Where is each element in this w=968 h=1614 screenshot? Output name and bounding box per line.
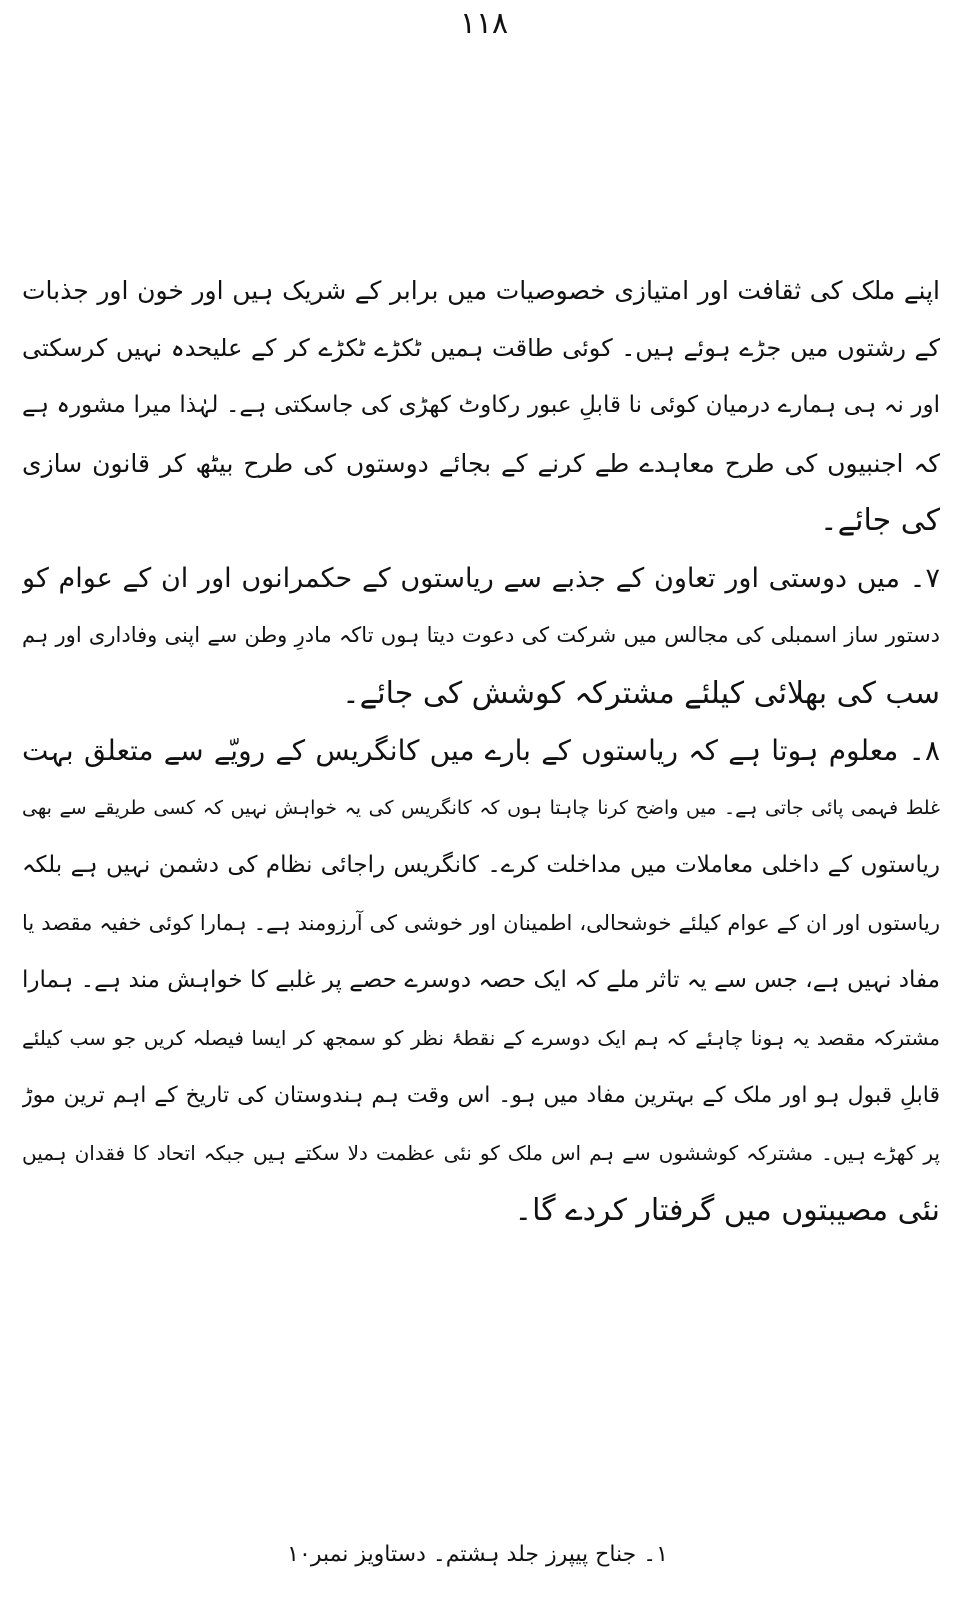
text-line: ۸۔ معلوم ہوتا ہے کہ ریاستوں کے بارے میں کانگریس کے رویّے سے متعلق بہت [22, 734, 940, 767]
text-line: مفاد نہیں ہے، جس سے یہ تاثر ملے کہ ایک حصہ دوسرے حصے پر غلبے کا خواہش مند ہے۔ ہمارا [22, 967, 940, 993]
text-line: کے رشتوں میں جڑے ہوئے ہیں۔ کوئی طاقت ہمیں ٹکڑے ٹکڑے کر کے علیحدہ نہیں کرسکتی [22, 333, 940, 362]
text-line: ریاستوں اور ان کے عوام کیلئے خوشحالی، اطمینان اور خوشی کی آرزومند ہے۔ ہمارا کوئی خفیہ مقصد یا [22, 910, 940, 935]
text-line: سب کی بھلائی کیلئے مشترکہ کوشش کی جائے۔ [342, 675, 940, 711]
text-line: نئی مصیبتوں میں گرفتار کردے گا۔ [514, 1193, 940, 1228]
text-line: اپنے ملک کی ثقافت اور امتیازی خصوصیات میں برابر کے شریک ہیں اور خون اور جذبات [22, 276, 940, 305]
text-line: مشترکہ مقصد یہ ہونا چاہئے کہ ہم ایک دوسرے کے نقطۂ نظر کو سمجھ کر ایسا فیصلہ کریں جو سب کیلئے [22, 1025, 940, 1050]
text-line: پر کھڑے ہیں۔ مشترکہ کوششوں سے ہم اس ملک کو نئی عظمت دلا سکتے ہیں جبکہ اتحاد کا فقدان ہمیں [22, 1140, 940, 1165]
text-line: کہ اجنبیوں کی طرح معاہدے طے کرنے کے بجائے دوستوں کی طرح بیٹھ کر قانون سازی [22, 448, 940, 478]
text-line: دستور ساز اسمبلی کی مجالس میں شرکت کی دعوت دیتا ہوں تاکہ مادرِ وطن سے اپنی وفاداری اور ہم [22, 623, 940, 647]
text-line: غلط فہمی پائی جاتی ہے۔ میں واضح کرنا چاہتا ہوں کہ کانگریس کی یہ خواہش نہیں کہ کسی طریقے سے بھی [22, 796, 940, 819]
text-line: ریاستوں کے داخلی معاملات میں مداخلت کرے۔ کانگریس راجائی نظام کی دشمن نہیں ہے بلکہ [22, 852, 940, 878]
footnote: ۱۔ جناح پیپرز جلد ہشتم۔ دستاویز نمبر۱۰ [287, 1542, 668, 1567]
text-line: کی جائے۔ [819, 503, 940, 538]
page-number: ۱۱۸ [459, 6, 509, 41]
text-line: ۷۔ میں دوستی اور تعاون کے جذبے سے ریاستوں کے حکمرانوں اور ان کے عوام کو [22, 562, 940, 594]
text-line: قابلِ قبول ہو اور ملک کے بہترین مفاد میں ہو۔ اس وقت ہم ہندوستان کی تاریخ کے اہم ترین موڑ [22, 1083, 940, 1108]
document-body [22, 262, 940, 1240]
text-line: اور نہ ہی ہمارے درمیان کوئی نا قابلِ عبور رکاوٹ کھڑی کی جاسکتی ہے۔ لہٰذا میرا مشورہ ہے [22, 392, 940, 418]
